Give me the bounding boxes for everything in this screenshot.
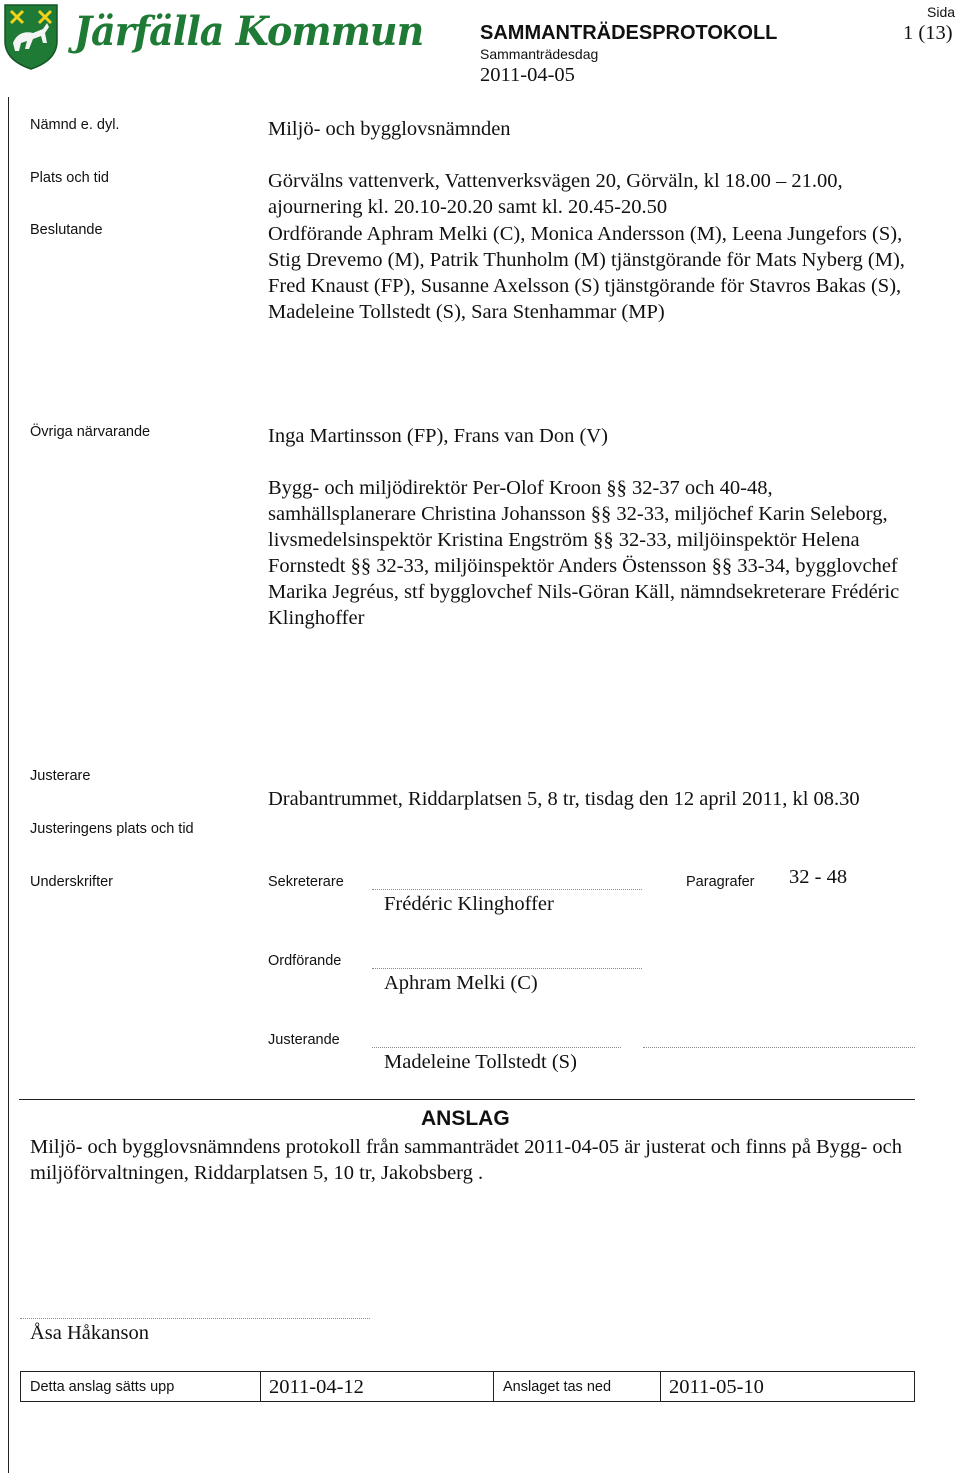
table-divider — [260, 1372, 261, 1401]
removed-date-value: 2011-05-10 — [669, 1375, 764, 1398]
decision-makers-label: Beslutande — [30, 222, 103, 238]
secretary-signature-line — [372, 889, 642, 890]
chair-signature-line — [372, 968, 642, 969]
adjustment-place-time-value: Drabantrummet, Riddarplatsen 5, 8 tr, tisdag den 12 april 2011, kl 08.30 — [268, 788, 860, 810]
adjusting-signature-line-2 — [643, 1047, 915, 1048]
removed-date-label: Anslaget tas ned — [503, 1378, 612, 1395]
posted-date-label: Detta anslag sätts upp — [30, 1378, 175, 1395]
others-present-officials: Bygg- och miljödirektör Per-Olof Kroon §§ 32-37 och 40-48, samhällsplanerare Christina Johansson §§ 32-33, miljöchef Karin Seleborg, livsmedelsinspektör Kristina Engström §§ 32-33, miljöinspektör Helena Fornstedt §§ 32-33, miljöinspektör Anders Östensson §§ 33-34, bygglovchef Marika Jegréus, stf bygglovchef Nils-Göran Käll, nämndsekreterare Frédéric Klinghoffer — [268, 477, 900, 629]
municipality-wordmark: Järfälla Kommun — [74, 8, 424, 55]
committee-label: Nämnd e. dyl. — [30, 117, 120, 133]
anslag-signature-line — [20, 1318, 370, 1319]
meeting-date: 2011-04-05 — [480, 64, 575, 86]
page-number: 1 (13) — [903, 22, 953, 44]
anslag-title: ANSLAG — [421, 1107, 510, 1130]
table-divider — [493, 1372, 494, 1401]
decision-makers-value: Ordförande Aphram Melki (C), Monica Andersson (M), Leena Jungefors (S), Stig Drevemo (M), Patrik Thunholm (M) tjänstgörande för Mats Nyberg (M), Fred Knaust (FP), Susanne Axelsson (S) tjänstgörande för Stavros Bakas (S), Madeleine Tollstedt (S), Sara Stenhammar (MP) — [268, 223, 905, 323]
secretary-name: Frédéric Klinghoffer — [384, 893, 554, 915]
adjuster-label: Justerare — [30, 768, 91, 784]
municipal-crest-logo — [3, 3, 59, 70]
committee-value: Miljö- och bygglovsnämnden — [268, 118, 511, 140]
anslag-dates-table — [20, 1371, 915, 1402]
meeting-date-label: Sammanträdesdag — [480, 46, 599, 62]
document-type-title: SAMMANTRÄDESPROTOKOLL — [480, 22, 778, 44]
others-present-politicians: Inga Martinsson (FP), Frans van Don (V) — [268, 425, 608, 447]
adjusting-label: Justerande — [268, 1032, 340, 1048]
page-label: Sida — [927, 4, 956, 20]
chair-name: Aphram Melki (C) — [384, 972, 538, 994]
secretary-label: Sekreterare — [268, 874, 344, 890]
adjustment-place-time-label: Justeringens plats och tid — [30, 821, 194, 837]
adjusting-name: Madeleine Tollstedt (S) — [384, 1051, 577, 1073]
others-present-label: Övriga närvarande — [30, 424, 151, 440]
paragraphs-label: Paragrafer — [686, 874, 755, 890]
anslag-text: Miljö- och bygglovsnämndens protokoll från sammanträdet 2011-04-05 är justerat och finns på Bygg- och miljöförvaltningen, Riddarplatsen 5, 10 tr, Jakobsberg . — [30, 1136, 903, 1184]
adjusting-signature-line-1 — [372, 1047, 621, 1048]
signatures-label: Underskrifter — [30, 874, 113, 890]
anslag-signer-name: Åsa Håkanson — [30, 1322, 149, 1344]
left-margin-rule — [8, 97, 9, 1473]
place-time-value: Görvälns vattenverk, Vattenverksvägen 20, Görväln, kl 18.00 – 21.00, ajournering kl. 20.10-20.20 samt kl. 20.45-20.50 — [268, 170, 843, 218]
posted-date-value: 2011-04-12 — [269, 1375, 364, 1398]
chair-label: Ordförande — [268, 953, 342, 969]
table-divider — [660, 1372, 661, 1401]
anslag-divider — [19, 1099, 915, 1100]
place-time-label: Plats och tid — [30, 170, 109, 186]
paragraphs-value: 32 - 48 — [789, 866, 848, 888]
